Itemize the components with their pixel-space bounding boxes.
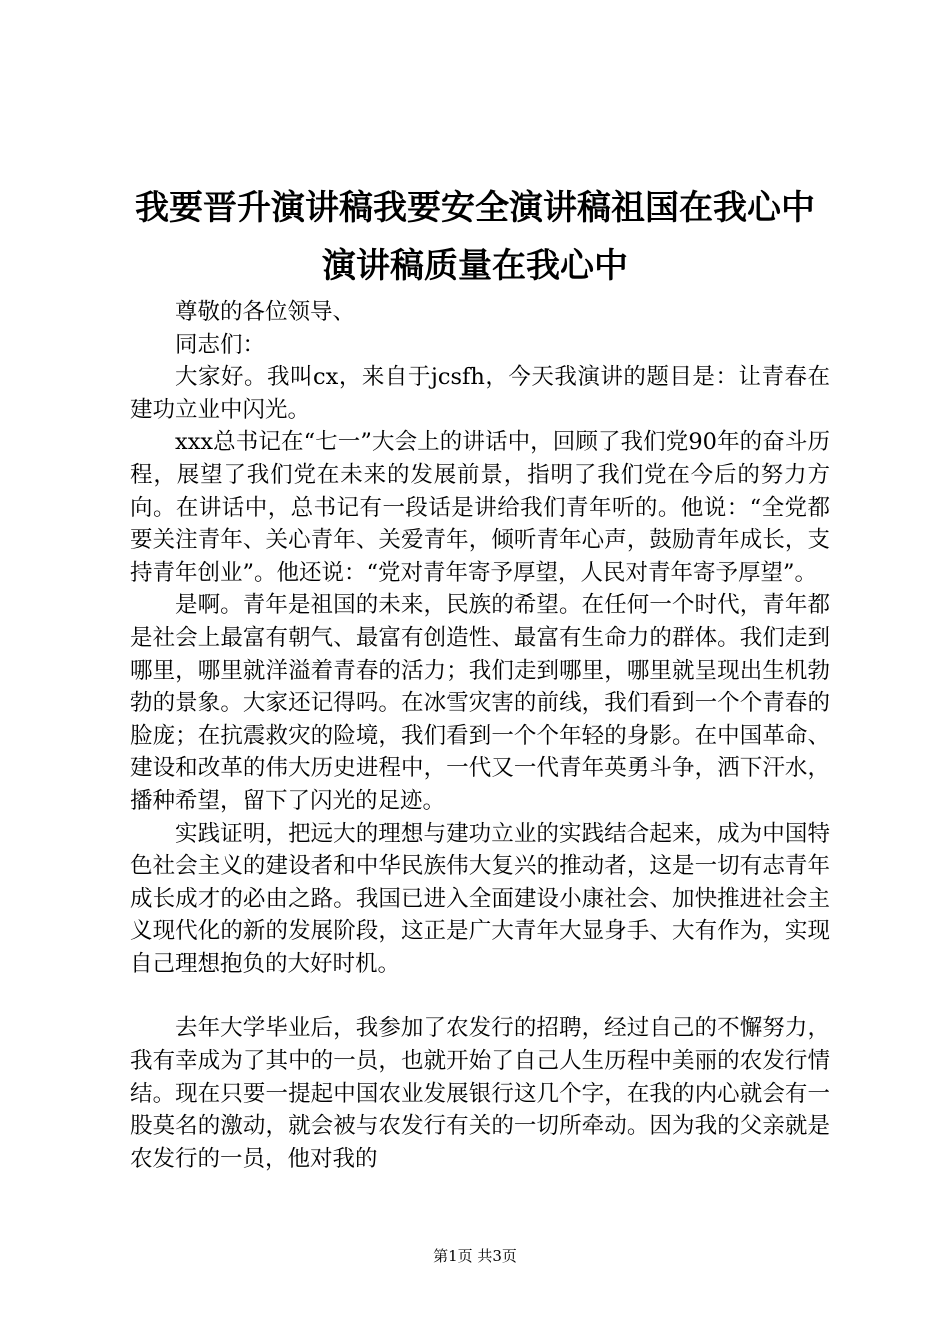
greeting-line-2: 同志们： (175, 331, 266, 358)
document-body (130, 296, 830, 1175)
paragraph-1: 大家好。我叫cx，来自于jcsfh，今天我演讲的题目是：让青春在建功立业中闪光。 (130, 364, 830, 423)
greeting-line-1: 尊敬的各位领导、 (175, 299, 356, 325)
paragraph-2: xxx总书记在“七一”大会上的讲话中，回顾了我们党90年的奋斗历程，展望了我们党在未来的发展前景，指明了我们党在今后的努力方向。在讲话中，总书记有一段话是讲给我们青年听的。他说：“全党都要关注青年、关心青年、关爱青年，倾听青年心声，鼓励青年成长，支持青年创业”。他还说：“党对青年寄予厚望，人民对青年寄予厚望”。 (130, 429, 830, 586)
paragraph-3: 是啊。青年是祖国的未来，民族的希望。在任何一个时代，青年都是社会上最富有朝气、最富有创造性、最富有生命力的群体。我们走到哪里，哪里就洋溢着青春的活力；我们走到哪里，哪里就呈现出生机勃勃的景象。大家还记得吗。在冰雪灾害的前线，我们看到一个个青春的脸庞；在抗震救灾的险境，我们看到一个个年轻的身影。在中国革命、建设和改革的伟大历史进程中，一代又一代青年英勇斗争，洒下汗水，播种希望，留下了闪光的足迹。 (130, 592, 830, 814)
paragraph-5: 去年大学毕业后，我参加了农发行的招聘，经过自己的不懈努力，我有幸成为了其中的一员，也就开始了自己人生历程中美丽的农发行情结。现在只要一提起中国农业发展银行这几个字，在我的内心就会有一股莫名的激动，就会被与农发行有关的一切所牵动。因为我的父亲就是农发行的一员，他对我的 (130, 1015, 830, 1172)
document-title-line-1: 我要晋升演讲稿我要安全演讲稿祖国在我心中 (135, 188, 815, 228)
paragraph-4: 实践证明，把远大的理想与建功立业的实践结合起来，成为中国特色社会主义的建设者和中华民族伟大复兴的推动者，这是一切有志青年成长成才的必由之路。我国已进入全面建设小康社会、加快推进社会主义现代化的新的发展阶段，这正是广大青年大显身手、大有作为，实现自己理想抱负的大好时机。 (130, 820, 830, 977)
page-number-footer: 第1页 共3页 (433, 1247, 517, 1265)
document-title-line-2: 演讲稿质量在我心中 (322, 246, 628, 286)
